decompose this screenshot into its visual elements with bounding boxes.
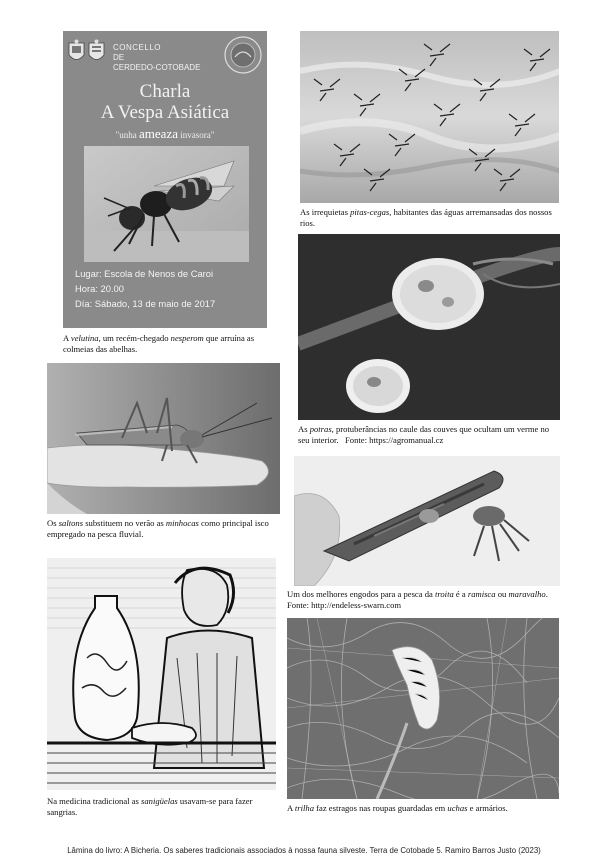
poster-time: Hora: 20.00 — [75, 283, 124, 294]
caption-term: uchas — [447, 803, 468, 813]
caption-text: As — [298, 424, 310, 434]
grasshopper-photo — [47, 363, 280, 514]
caption-text: . — [545, 589, 548, 599]
caption-term: minhocas — [165, 518, 199, 528]
cabbage-galls-photo — [298, 234, 560, 420]
coat-of-arms-icon — [67, 39, 107, 65]
caption-term: sanigüelas — [141, 796, 178, 806]
caption-text: usavam-se para fazer sangrias. — [47, 796, 253, 817]
poster-title1: Charla — [139, 81, 191, 102]
caption-term: nesperom — [170, 333, 204, 343]
poster-org-line2: DE — [113, 53, 125, 62]
grasshopper-image — [47, 363, 280, 514]
moth-larva-image — [287, 618, 559, 799]
caption-sanguelas — [47, 796, 282, 817]
caption-text: , protuberâncias no caule das couves que ocultam um verme no seu interior. — [298, 424, 550, 445]
poster-date: Día: Sábado, 13 de maio de 2017 — [75, 298, 216, 309]
page-footer: Lâmina do livro: A Bicheria. Os saberes tradicionais associados à nossa fauna silveste. Terra de Cotobade 5. Ramiro Barros Justo (2023) — [67, 846, 541, 855]
caption-text: , um recém-chegado — [98, 333, 171, 343]
caption-text: , habitantes das águas arremansadas dos nossos rios. — [300, 207, 552, 228]
caption-text: A — [287, 803, 295, 813]
caption-text: As irrequietas — [300, 207, 351, 217]
cabbage-galls-image — [298, 234, 560, 420]
seal-icon — [223, 35, 263, 75]
caption-troita — [287, 589, 567, 610]
water-striders-image — [300, 31, 559, 203]
caption-text: Os — [47, 518, 59, 528]
caption-term: velutina — [70, 333, 99, 343]
caption-potras — [298, 424, 562, 445]
poster-subtitle — [63, 126, 267, 142]
caption-term: maravalho — [508, 589, 546, 599]
caption-text: que arruína as colmeias das abelhas. — [63, 333, 255, 354]
caption-term: trilha — [294, 803, 314, 813]
poster-subtitle-em: ameaza — [139, 126, 178, 141]
water-striders-photo — [300, 31, 559, 203]
caption-text: Na medicina tradicional as — [47, 796, 142, 806]
caption-text: substituem no verão as — [83, 518, 166, 528]
caddis-larva-photo — [294, 456, 560, 586]
poster-place: Lugar: Escola de Nenos de Caroi — [75, 268, 214, 279]
poster-org-line1: CONCELLO — [113, 43, 162, 52]
caption-saltons — [47, 518, 287, 539]
caption-text: e armários. — [467, 803, 508, 813]
caption-term: potras — [309, 424, 332, 434]
caption-text: é a — [453, 589, 468, 599]
leech-woodcut — [47, 558, 276, 790]
caption-text: faz estragos nas roupas guardadas em — [314, 803, 448, 813]
moth-larva-photo — [287, 618, 559, 799]
poster-title2: A Vespa Asiática — [100, 102, 230, 123]
poster-subtitle-post: invasora" — [177, 130, 215, 140]
caption-term: pitas-cegas — [350, 207, 390, 217]
caption-text: como principal isco empregado na pesca fluvial. — [47, 518, 269, 539]
poster-org-line3: CERDEDO-COTOBADE — [113, 63, 201, 72]
caption-source: Fonte: https://agromanual.cz — [345, 434, 444, 445]
caption-velutina — [63, 333, 273, 354]
vespa-poster — [63, 31, 267, 328]
caption-term: ramisca — [467, 589, 496, 599]
caption-text: ou — [495, 589, 509, 599]
hornet-photo — [84, 146, 249, 262]
caddis-larva-image — [294, 456, 560, 586]
caption-source: Fonte: http://endeless-swarn.com — [287, 599, 402, 610]
caption-term: saltons — [58, 518, 84, 528]
caption-trilha — [287, 803, 562, 814]
caption-text: Um dos melhores engodos para a pesca da — [287, 589, 435, 599]
poster-subtitle-pre: "unha — [115, 130, 140, 140]
caption-text: A — [63, 333, 71, 343]
leech-woodcut-image — [47, 558, 276, 790]
caption-term: troita — [434, 589, 454, 599]
caption-pitas — [300, 207, 562, 228]
